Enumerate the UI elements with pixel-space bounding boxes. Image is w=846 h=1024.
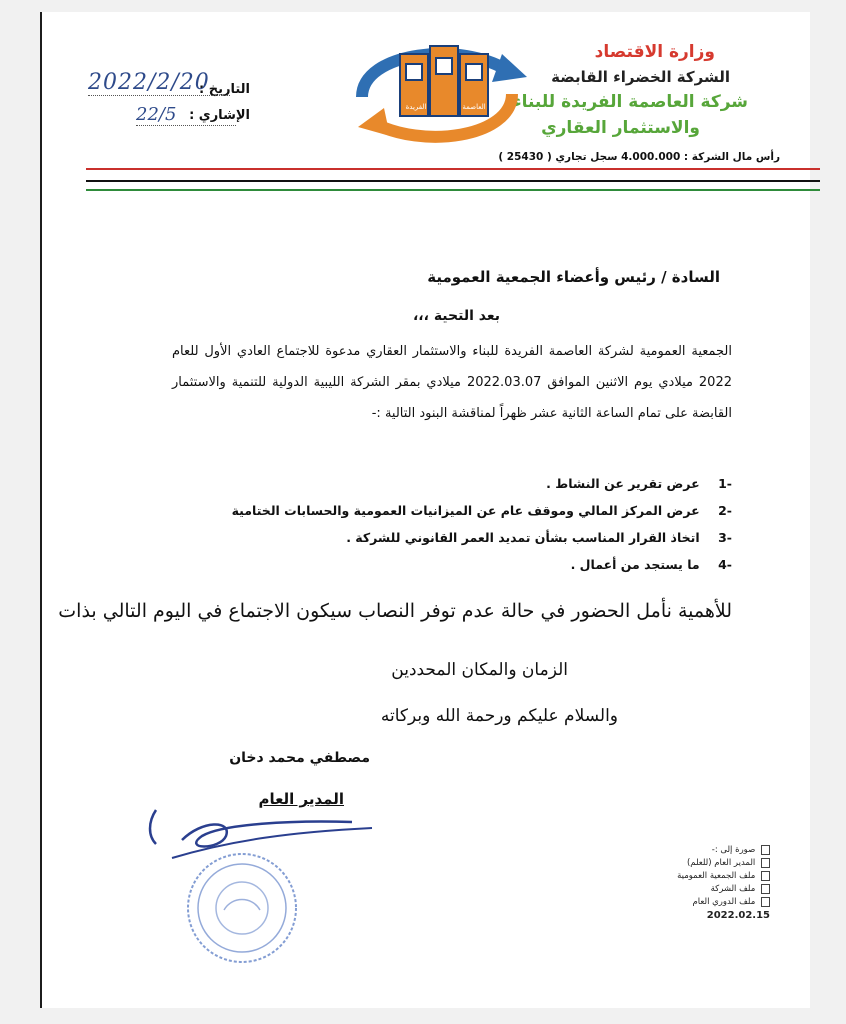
agenda-item-number: -2 xyxy=(718,503,732,518)
company-name-line1: شركة العاصمة الفريدة للبناء xyxy=(512,92,748,112)
date-label: التاريخ : xyxy=(199,82,250,97)
logo-label-left: العاصمة xyxy=(462,103,486,111)
header-divider-green xyxy=(86,189,820,191)
reference-value: 22/5 xyxy=(136,104,236,126)
agenda-item-text: اتخاذ القرار المناسب بشأن تمديد العمر القانوني للشركة . xyxy=(346,530,700,545)
company-logo xyxy=(342,32,532,154)
signer-title: المدير العام xyxy=(258,790,344,808)
letter-page xyxy=(40,12,810,1008)
cc-recipient: المدير العام (للعلم) xyxy=(534,857,770,870)
agenda-item-number: -3 xyxy=(718,530,732,545)
date-value: 2022/2/20 xyxy=(88,70,230,96)
ministry-name: وزارة الاقتصاد xyxy=(594,42,715,62)
document-icon xyxy=(761,858,770,868)
agenda-item-text: ما يستجد من أعمال . xyxy=(570,557,700,572)
salutation: السادة / رئيس وأعضاء الجمعية العمومية xyxy=(427,268,720,286)
company-name-line2: والاستثمار العقاري xyxy=(541,118,700,138)
greeting: بعد التحية ،،، xyxy=(412,308,500,324)
holding-company-name: الشركة الخضراء القابضة xyxy=(551,68,730,86)
reference-label: الإشاري : xyxy=(189,108,250,123)
cc-recipient: ملف الشركة xyxy=(534,883,770,896)
agenda-item xyxy=(132,470,732,497)
document-icon xyxy=(761,871,770,881)
agenda-list xyxy=(132,470,732,578)
agenda-item xyxy=(132,497,732,524)
signer-name: مصطفي محمد دخان xyxy=(229,750,370,766)
cc-recipient: ملف الجمعية العمومية xyxy=(534,870,770,883)
document-icon xyxy=(761,845,770,855)
closing-line-2: الزمان والمكان المحددين xyxy=(391,660,568,680)
agenda-item xyxy=(132,524,732,551)
cc-recipient: ملف الدوري العام xyxy=(534,896,770,909)
header-divider-red xyxy=(86,168,820,170)
logo-graphic xyxy=(342,32,532,154)
agenda-item-text: عرض المركز المالي وموقف عام عن الميزانيات العمومية والحسابات الختامية xyxy=(231,503,700,518)
cc-title: صورة إلى :- xyxy=(534,844,770,857)
logo-label-right: الفريدة xyxy=(405,103,427,111)
copies-to-block xyxy=(534,844,770,922)
agenda-item-number: -1 xyxy=(718,476,732,491)
official-stamp xyxy=(182,848,302,968)
document-icon xyxy=(761,897,770,907)
closing-line-1: للأهمية نأمل الحضور في حالة عدم توفر النصاب سيكون الاجتماع في اليوم التالي بذات xyxy=(58,600,732,622)
agenda-item-number: -4 xyxy=(718,557,732,572)
cc-footer-date: 2022.02.15 xyxy=(706,910,770,921)
header-divider-black xyxy=(86,180,820,182)
capital-registration-line: رأس مال الشركة : 4.000.000 سجل تجاري ( 25430 ) xyxy=(498,151,780,163)
body-paragraph: الجمعية العمومية لشركة العاصمة الفريدة للبناء والاستثمار العقاري مدعوة للاجتماع العادي الأول للعام 2022 ميلادي يوم الاثنين الموافق 2022.03.07 ميلادي بمقر الشركة الليبية الدولية للتنمية والاستثمار القابضة على تمام الساعة الثانية عشر ظهراً لمناقشة البنود التالية :- xyxy=(172,344,732,421)
agenda-item-text: عرض تقرير عن النشاط . xyxy=(546,476,700,491)
closing-line-3: والسلام عليكم ورحمة الله وبركاته xyxy=(380,706,618,726)
document-icon xyxy=(761,884,770,894)
agenda-item xyxy=(132,551,732,578)
